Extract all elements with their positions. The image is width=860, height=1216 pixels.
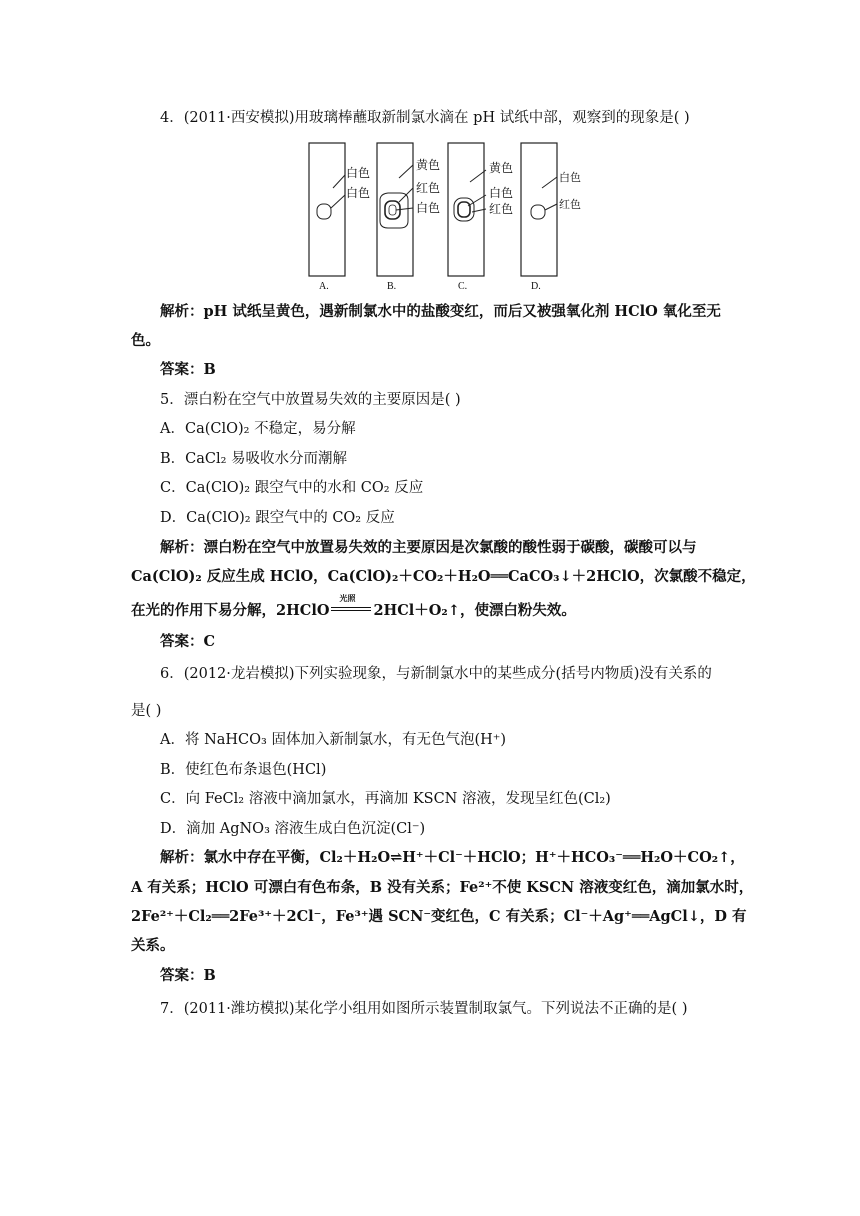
strip-b-white-center xyxy=(389,205,396,215)
q6-option-a: A．将 NaHCO₃ 固体加入新制氯水，有无色气泡(H⁺) xyxy=(160,732,507,748)
strip-c-inner-spot xyxy=(458,202,470,217)
q6-option-c: C．向 FeCl₂ 溶液中滴加氯水，再滴加 KSCN 溶液，发现呈红色(Cl₂) xyxy=(160,791,611,807)
strip-b-label-3: 白色 xyxy=(416,201,441,215)
strip-d-spot xyxy=(531,205,545,219)
reaction-condition: 光照 xyxy=(339,593,356,603)
q5-analysis-line-3 xyxy=(131,593,576,621)
q5-option-c: C．Ca(ClO)₂ 跟空气中的水和 CO₂ 反应 xyxy=(160,480,424,496)
strip-c-label-1: 黄色 xyxy=(489,161,514,175)
q4-figure xyxy=(300,140,581,295)
strip-a-label-2: 白色 xyxy=(346,186,371,200)
q4-analysis-line-1: 解析：pH 试纸呈黄色，遇新制氯水中的盐酸变红，而后又被强氧化剂 HClO 氧化至无 xyxy=(160,303,721,320)
strip-d-label-1: 白色 xyxy=(559,171,581,184)
q5-option-a: A．Ca(ClO)₂ 不稳定，易分解 xyxy=(160,421,356,437)
strip-d-caption: D. xyxy=(531,281,541,292)
strip-a-label-1: 白色 xyxy=(346,166,371,180)
strip-c-label-2: 白色 xyxy=(489,186,514,200)
q5-answer: 答案：C xyxy=(160,633,216,650)
q6-analysis-line-2: A 有关系；HClO 可漂白有色布条，B 没有关系；Fe²⁺不使 KSCN 溶液变红色，滴加氯水时， xyxy=(131,879,754,896)
strip-c-caption: C. xyxy=(458,281,468,292)
strip-b-label-2: 红色 xyxy=(416,181,441,195)
q4-stem: 4．(2011·西安模拟)用玻璃棒蘸取新制氯水滴在 pH 试纸中部，观察到的现象是( ) xyxy=(160,110,690,126)
q5-analysis-line-2: Ca(ClO)₂ 反应生成 HClO，Ca(ClO)₂＋CO₂＋H₂O══CaCO₃↓＋2HClO，次氯酸不稳定， xyxy=(131,568,756,585)
strip-c-label-3: 红色 xyxy=(489,202,514,216)
q5-analysis-line-3-end: 2HCl＋O₂↑，使漂白粉失效。 xyxy=(373,602,576,619)
q6-stem-line-1: 6．(2012·龙岩模拟)下列实验现象，与新制氯水中的某些成分(括号内物质)没有关系的 xyxy=(160,666,712,682)
strip-b-caption: B. xyxy=(387,281,397,292)
q4-answer: 答案：B xyxy=(160,361,216,378)
q5-analysis-line-1: 解析：漂白粉在空气中放置易失效的主要原因是次氯酸的酸性弱于碳酸，碳酸可以与 xyxy=(160,539,697,556)
strip-d-label-2: 红色 xyxy=(559,198,581,211)
q7-stem: 7．(2011·潍坊模拟)某化学小组用如图所示装置制取氯气。下列说法不正确的是( ) xyxy=(160,1001,688,1017)
strip-b-label-1: 黄色 xyxy=(416,158,441,172)
q5-analysis-line-3-start: 在光的作用下易分解，2HClO xyxy=(131,602,330,619)
q6-stem-line-2: 是( ) xyxy=(131,703,162,719)
q6-option-b: B．使红色布条退色(HCl) xyxy=(160,762,327,778)
q5-option-d: D．Ca(ClO)₂ 跟空气中的 CO₂ 反应 xyxy=(160,510,395,526)
q6-option-d: D．滴加 AgNO₃ 溶液生成白色沉淀(Cl⁻) xyxy=(160,821,426,837)
q6-analysis-line-3: 2Fe²⁺＋Cl₂══2Fe³⁺＋2Cl⁻，Fe³⁺遇 SCN⁻变红色，C 有关系；Cl⁻＋Ag⁺══AgCl↓，D 有 xyxy=(131,908,747,925)
q4-analysis-line-2: 色。 xyxy=(131,332,160,349)
q5-stem: 5．漂白粉在空气中放置易失效的主要原因是( ) xyxy=(160,392,461,408)
q6-analysis-line-4: 关系。 xyxy=(131,937,175,954)
q6-analysis-line-1: 解析：氯水中存在平衡，Cl₂＋H₂O⇌H⁺＋Cl⁻＋HClO；H⁺＋HCO₃⁻══H₂O＋CO₂↑， xyxy=(160,849,745,866)
reaction-arrow xyxy=(329,593,373,618)
strip-a-caption: A. xyxy=(319,281,329,292)
strip-a-spot xyxy=(317,204,331,219)
q5-option-b: B．CaCl₂ 易吸收水分而潮解 xyxy=(160,451,348,467)
q6-answer: 答案：B xyxy=(160,967,216,984)
